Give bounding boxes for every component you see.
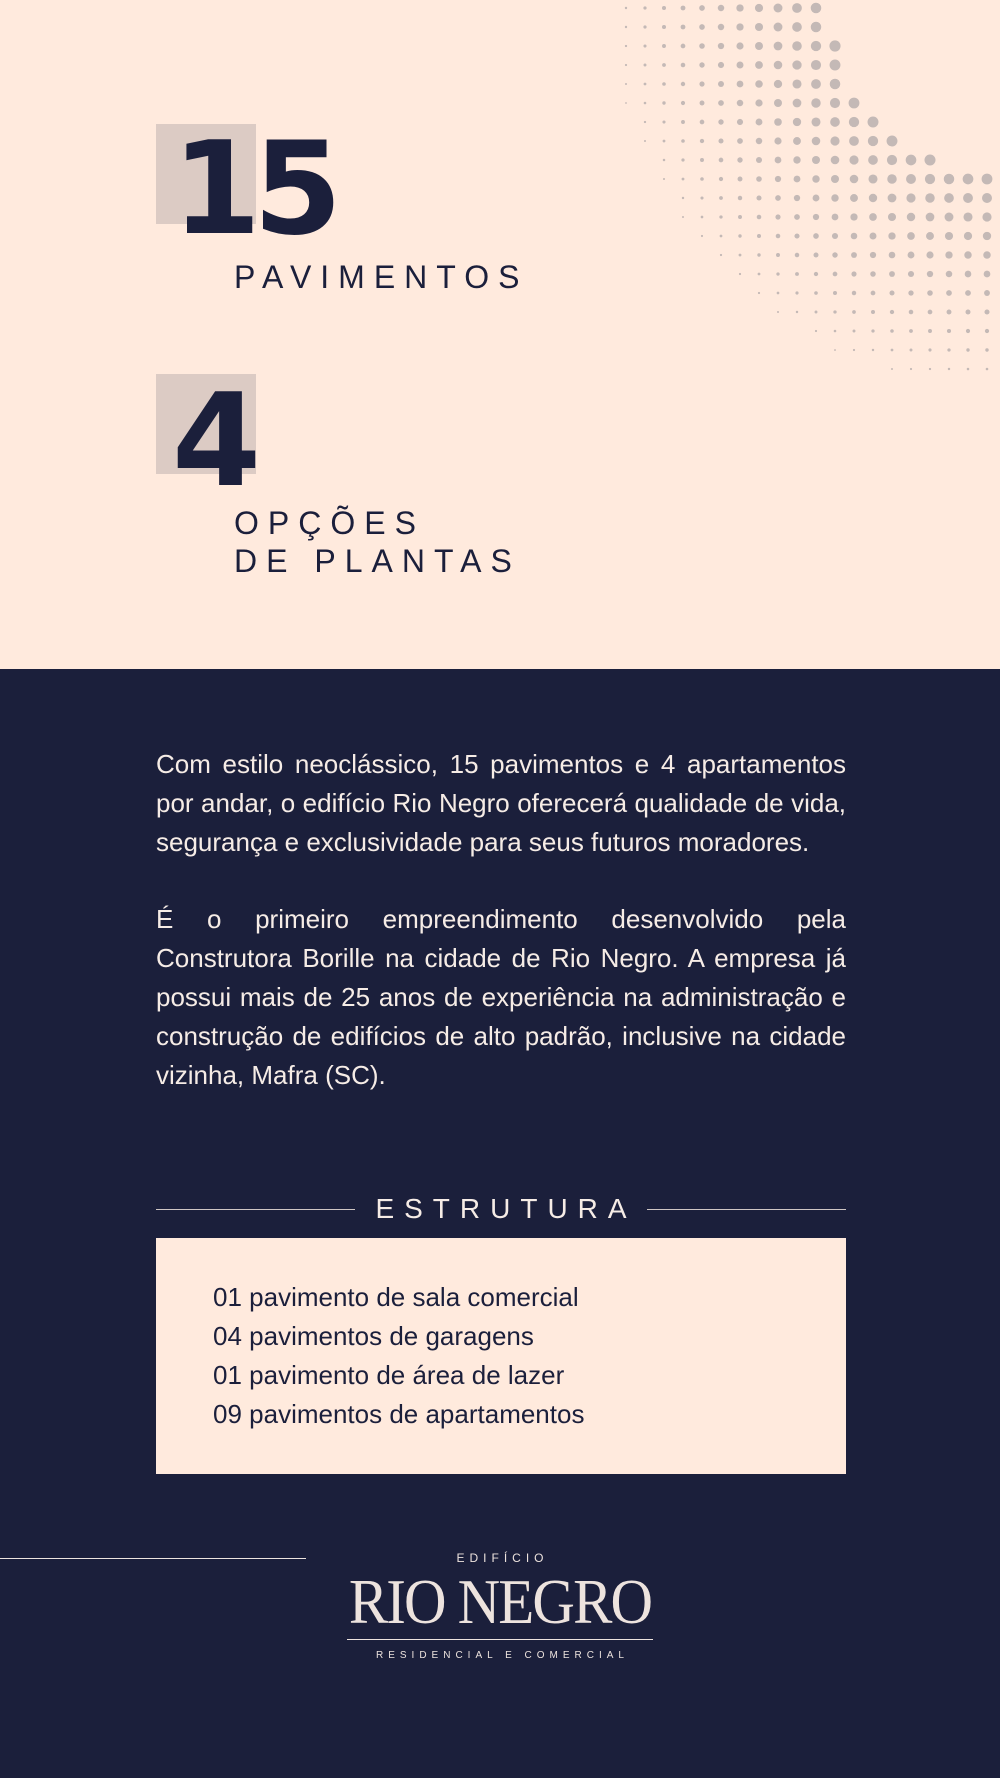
- halftone-dot: [850, 194, 858, 202]
- halftone-dot: [681, 82, 685, 86]
- halftone-dot: [796, 311, 798, 313]
- halftone-dot: [909, 310, 914, 315]
- divider-right: [647, 1209, 846, 1210]
- halftone-dot: [890, 329, 894, 333]
- halftone-dot: [700, 177, 704, 181]
- stat-label-line: OPÇÕES: [234, 505, 425, 541]
- halftone-dot: [830, 136, 839, 145]
- structure-heading: [156, 1189, 846, 1229]
- halftone-dot: [849, 98, 860, 109]
- halftone-dot: [928, 348, 931, 351]
- brand-logo: [0, 1551, 1000, 1661]
- halftone-dot: [794, 233, 799, 238]
- halftone-dot: [737, 100, 743, 106]
- halftone-dot: [852, 291, 856, 295]
- halftone-dot: [662, 63, 666, 67]
- halftone-dot: [774, 42, 783, 51]
- halftone-dot: [906, 155, 917, 166]
- halftone-dot: [699, 5, 705, 11]
- halftone-dot: [870, 252, 876, 258]
- halftone-dot: [982, 212, 991, 221]
- halftone-dot: [682, 178, 685, 181]
- halftone-dot: [736, 4, 743, 11]
- halftone-dot: [909, 329, 913, 333]
- halftone-dot: [758, 292, 760, 294]
- halftone-dot: [891, 349, 894, 352]
- halftone-dot: [700, 101, 705, 106]
- halftone-dot: [643, 25, 646, 28]
- halftone-dot: [625, 102, 627, 104]
- halftone-dot: [986, 368, 989, 371]
- halftone-dot: [738, 196, 742, 200]
- halftone-dot: [811, 98, 820, 107]
- halftone-dot: [811, 117, 820, 126]
- halftone-dot: [756, 195, 761, 200]
- stat-label-line: DE PLANTAS: [234, 543, 521, 579]
- halftone-dot: [872, 349, 874, 351]
- halftone-dot: [755, 23, 763, 31]
- halftone-dot: [966, 329, 970, 333]
- halftone-dot: [891, 368, 893, 370]
- halftone-dot: [774, 99, 782, 107]
- halftone-dot: [868, 136, 878, 146]
- halftone-dot: [681, 139, 685, 143]
- halftone-dot: [831, 156, 840, 165]
- halftone-dot: [811, 3, 822, 14]
- halftone-dot: [700, 158, 704, 162]
- stats-section: [0, 0, 1000, 669]
- halftone-dot: [851, 233, 858, 240]
- halftone-dot: [906, 174, 916, 184]
- halftone-dot: [908, 252, 915, 259]
- halftone-dot: [755, 42, 763, 50]
- halftone-dot: [756, 119, 763, 126]
- halftone-dot: [699, 62, 704, 67]
- halftone-dot: [718, 24, 724, 30]
- halftone-dot: [663, 178, 665, 180]
- halftone-dot: [890, 310, 894, 314]
- halftone-dot: [701, 216, 704, 219]
- halftone-dot: [739, 273, 741, 275]
- halftone-dot: [834, 349, 836, 351]
- halftone-dot: [776, 253, 780, 257]
- stat-label-line: PAVIMENTOS: [234, 259, 529, 295]
- description: [156, 745, 846, 1095]
- halftone-dot: [814, 253, 819, 258]
- halftone-dot: [829, 40, 840, 51]
- halftone-dot: [775, 195, 781, 201]
- halftone-dot: [851, 271, 856, 276]
- halftone-dot: [832, 252, 837, 257]
- halftone-dot: [737, 62, 744, 69]
- halftone-dot: [737, 157, 742, 162]
- halftone-dot: [793, 137, 801, 145]
- halftone-dot: [925, 155, 936, 166]
- halftone-dot: [830, 98, 840, 108]
- halftone-dot: [812, 156, 820, 164]
- halftone-dot: [830, 79, 841, 90]
- halftone-dot: [946, 290, 952, 296]
- halftone-dot: [814, 272, 818, 276]
- halftone-dot: [868, 155, 878, 165]
- halftone-dot: [644, 64, 647, 67]
- halftone-dot: [963, 193, 973, 203]
- halftone-dot: [964, 232, 972, 240]
- halftone-dot: [849, 136, 859, 146]
- halftone-dot: [831, 194, 838, 201]
- halftone-dot: [830, 117, 840, 127]
- halftone-dot: [814, 291, 818, 295]
- halftone-dot: [681, 63, 686, 68]
- halftone-dot: [758, 273, 761, 276]
- halftone-dot: [832, 214, 839, 221]
- halftone-dot: [947, 329, 951, 333]
- halftone-dot: [795, 291, 798, 294]
- halftone-dot: [907, 232, 915, 240]
- halftone-dot: [833, 310, 836, 313]
- halftone-dot: [720, 235, 723, 238]
- stat-label: [234, 258, 528, 296]
- halftone-dot: [812, 175, 819, 182]
- halftone-dot: [947, 348, 950, 351]
- halftone-dot: [928, 310, 933, 315]
- halftone-dot: [719, 215, 722, 218]
- halftone-dot: [889, 252, 896, 259]
- halftone-dot: [946, 271, 953, 278]
- halftone-dot: [793, 156, 800, 163]
- halftone-dot: [701, 235, 703, 237]
- halftone-dot: [756, 176, 762, 182]
- halftone-dot: [928, 329, 932, 333]
- halftone-dot: [718, 119, 723, 124]
- halftone-dot: [868, 117, 879, 128]
- halftone-dot: [965, 271, 972, 278]
- stat-number: 15: [172, 115, 335, 264]
- halftone-dot: [964, 251, 971, 258]
- halftone-dot: [794, 214, 800, 220]
- halftone-dot: [625, 26, 627, 28]
- halftone-dot: [984, 290, 990, 296]
- halftone-dot: [663, 159, 666, 162]
- halftone-dot: [681, 101, 685, 105]
- description-paragraph: É o primeiro empreendimento desenvolvido pela Construtora Borille na cidade de Rio Negro. A empresa já possui mais de 25 anos de experiência na administração e construção de edifícios de alto padrão, inclusive na cidade vizinha, Mafra (SC).: [156, 904, 846, 1090]
- halftone-dot: [982, 174, 993, 185]
- halftone-dot: [699, 43, 705, 49]
- halftone-dot: [736, 23, 743, 30]
- halftone-dot: [948, 368, 950, 370]
- halftone-dot: [774, 80, 782, 88]
- halftone-dot: [793, 99, 802, 108]
- halftone-dot: [927, 271, 933, 277]
- logo-rule-bottom: [347, 1639, 653, 1640]
- structure-item: 04 pavimentos de garagens: [213, 1321, 534, 1351]
- halftone-dot: [662, 6, 666, 10]
- halftone-dot: [982, 193, 992, 203]
- halftone-dot: [700, 139, 704, 143]
- halftone-dot: [832, 233, 838, 239]
- halftone-dot: [813, 233, 819, 239]
- halftone-dot: [983, 251, 991, 259]
- halftone-dot: [811, 41, 821, 51]
- structure-item: 01 pavimento de área de lazer: [213, 1360, 565, 1390]
- halftone-dot: [812, 137, 821, 146]
- halftone-dot: [737, 81, 744, 88]
- halftone-dot: [774, 137, 781, 144]
- halftone-dot: [815, 311, 818, 314]
- halftone-dot: [644, 102, 647, 105]
- halftone-dot: [834, 330, 837, 333]
- halftone-dot: [792, 79, 801, 88]
- halftone-dot: [663, 140, 666, 143]
- halftone-dot: [853, 330, 856, 333]
- halftone-dot: [699, 24, 705, 30]
- halftone-dot: [774, 23, 783, 32]
- divider-left: [156, 1209, 355, 1210]
- halftone-dot: [967, 368, 970, 371]
- halftone-dot: [682, 197, 684, 199]
- halftone-dot: [984, 309, 989, 314]
- info-section: [0, 669, 1000, 1778]
- halftone-dot: [792, 41, 802, 51]
- halftone-dot: [945, 213, 954, 222]
- halftone-dot: [811, 60, 821, 70]
- halftone-dot: [681, 25, 686, 30]
- halftone-dot: [775, 214, 780, 219]
- halftone-dot: [983, 232, 991, 240]
- halftone-dot: [929, 368, 931, 370]
- halftone-dot: [681, 158, 684, 161]
- halftone-dot: [963, 212, 972, 221]
- halftone-dot: [625, 83, 627, 85]
- halftone-dot: [700, 196, 703, 199]
- halftone-dot: [925, 174, 935, 184]
- halftone-dot: [736, 42, 743, 49]
- halftone-dot: [853, 349, 855, 351]
- halftone-dot: [775, 176, 781, 182]
- structure-list: [156, 1238, 846, 1474]
- halftone-dot: [681, 6, 686, 11]
- halftone-dot: [644, 121, 646, 123]
- halftone-dot: [682, 216, 684, 218]
- halftone-dot: [813, 195, 820, 202]
- halftone-dot: [777, 311, 779, 313]
- halftone-dot: [947, 310, 952, 315]
- halftone-dot: [776, 234, 781, 239]
- halftone-dot: [738, 177, 743, 182]
- description-paragraph: Com estilo neoclássico, 15 pavimentos e 4 apartamentos por andar, o edifício Rio Negro oferecerá qualidade de vida, segurança e exclusividade para seus futuros moradores.: [156, 749, 846, 857]
- halftone-dot: [945, 232, 953, 240]
- halftone-dot: [644, 140, 646, 142]
- halftone-dot: [792, 60, 801, 69]
- halftone-dot: [681, 44, 686, 49]
- stat-label: [234, 504, 521, 580]
- halftone-dot: [910, 368, 912, 370]
- halftone-dot: [794, 176, 801, 183]
- halftone-dot: [755, 4, 763, 12]
- halftone-dot: [757, 215, 762, 220]
- halftone-dot: [965, 290, 971, 296]
- structure-item: 09 pavimentos de apartamentos: [213, 1399, 585, 1429]
- halftone-dot: [985, 329, 989, 333]
- halftone-dot: [984, 271, 991, 278]
- halftone-dot: [718, 5, 725, 12]
- halftone-dot: [926, 251, 933, 258]
- halftone-dot: [945, 251, 952, 258]
- halftone-dot: [910, 349, 913, 352]
- halftone-dot: [963, 174, 974, 185]
- halftone-dot: [906, 193, 915, 202]
- halftone-dot: [944, 174, 955, 185]
- halftone-dot: [851, 252, 857, 258]
- halftone-dot: [738, 234, 741, 237]
- halftone-dot: [927, 290, 933, 296]
- halftone-dot: [774, 61, 783, 70]
- halftone-dot: [756, 157, 762, 163]
- halftone-dot: [813, 214, 819, 220]
- halftone-dot: [662, 82, 666, 86]
- halftone-dot: [889, 271, 895, 277]
- halftone-dot: [833, 291, 837, 295]
- halftone-dot: [850, 213, 857, 220]
- halftone-dot: [815, 330, 817, 332]
- halftone-dot: [720, 254, 722, 256]
- halftone-dot: [849, 117, 859, 127]
- halftone-dot: [850, 175, 859, 184]
- halftone-dot: [871, 291, 876, 296]
- halftone-dot: [887, 155, 897, 165]
- halftone-dot: [755, 80, 763, 88]
- halftone-dot: [888, 213, 896, 221]
- halftone-dot: [776, 272, 779, 275]
- stat-number: 4: [172, 367, 254, 516]
- halftone-dot: [625, 7, 627, 9]
- halftone-dot: [966, 348, 969, 351]
- halftone-dot: [889, 290, 894, 295]
- halftone-dot: [811, 79, 821, 89]
- halftone-dot: [757, 253, 760, 256]
- halftone-dot: [830, 60, 841, 71]
- halftone-dot: [926, 213, 935, 222]
- halftone-dot: [792, 22, 802, 32]
- halftone-dot: [795, 272, 799, 276]
- halftone-dot: [888, 194, 897, 203]
- halftone-dot: [737, 138, 743, 144]
- logo-name: RIO NEGRO: [348, 1566, 652, 1637]
- halftone-dot-pattern: [580, 0, 1000, 420]
- halftone-dot: [852, 310, 856, 314]
- halftone-dot: [719, 196, 723, 200]
- halftone-dot: [793, 118, 801, 126]
- halftone-dot: [718, 62, 724, 68]
- halftone-dot: [870, 271, 876, 277]
- halftone-dot: [985, 348, 988, 351]
- halftone-dot: [907, 213, 915, 221]
- halftone-dot: [662, 44, 666, 48]
- halftone-dot: [757, 234, 761, 238]
- halftone-dot: [718, 43, 724, 49]
- halftone-dot: [871, 329, 874, 332]
- halftone-dot: [662, 25, 666, 29]
- halftone-dot: [644, 83, 647, 86]
- logo-rule-top: [0, 1558, 306, 1559]
- halftone-dot: [738, 215, 742, 219]
- halftone-dot: [869, 213, 877, 221]
- halftone-dot: [908, 290, 913, 295]
- halftone-dot: [755, 99, 762, 106]
- logo-eyebrow: EDIFÍCIO: [456, 1551, 549, 1565]
- halftone-dot: [887, 136, 898, 147]
- halftone-dot: [792, 3, 802, 13]
- halftone-dot: [926, 232, 934, 240]
- halftone-dot: [794, 195, 800, 201]
- halftone-dot: [887, 174, 897, 184]
- structure-title: ESTRUTURA: [375, 1193, 637, 1224]
- halftone-dot: [869, 194, 877, 202]
- halftone-dot: [833, 272, 838, 277]
- structure-item: 01 pavimento de sala comercial: [213, 1282, 579, 1312]
- halftone-dot: [719, 177, 723, 181]
- halftone-dot: [777, 292, 780, 295]
- halftone-dot: [868, 174, 877, 183]
- halftone-dot: [739, 254, 742, 257]
- halftone-dot: [870, 233, 877, 240]
- halftone-dot: [774, 4, 783, 13]
- halftone-dot: [699, 81, 704, 86]
- halftone-dot: [662, 120, 665, 123]
- halftone-dot: [718, 100, 724, 106]
- halftone-dot: [625, 64, 627, 66]
- halftone-dot: [643, 6, 646, 9]
- halftone-dot: [718, 138, 723, 143]
- halftone-dot: [871, 310, 875, 314]
- halftone-dot: [811, 22, 822, 33]
- halftone-dot: [625, 45, 627, 47]
- halftone-dot: [908, 271, 914, 277]
- halftone-dot: [775, 157, 782, 164]
- halftone-dot: [662, 101, 665, 104]
- halftone-dot: [774, 118, 782, 126]
- halftone-dot: [925, 193, 934, 202]
- halftone-dot: [700, 120, 705, 125]
- logo-subtitle: RESIDENCIAL E COMERCIAL: [376, 1650, 629, 1661]
- halftone-dot: [849, 155, 858, 164]
- halftone-dot: [681, 120, 685, 124]
- halftone-dot: [888, 232, 895, 239]
- halftone-dot: [831, 175, 839, 183]
- halftone-dot: [795, 253, 799, 257]
- halftone-dot: [719, 158, 724, 163]
- halftone-dot: [944, 193, 954, 203]
- halftone-dot: [756, 138, 763, 145]
- halftone-dot: [643, 44, 646, 47]
- halftone-dot: [718, 81, 724, 87]
- halftone-dot: [755, 61, 763, 69]
- halftone-dot: [965, 309, 970, 314]
- halftone-dot: [737, 119, 743, 125]
